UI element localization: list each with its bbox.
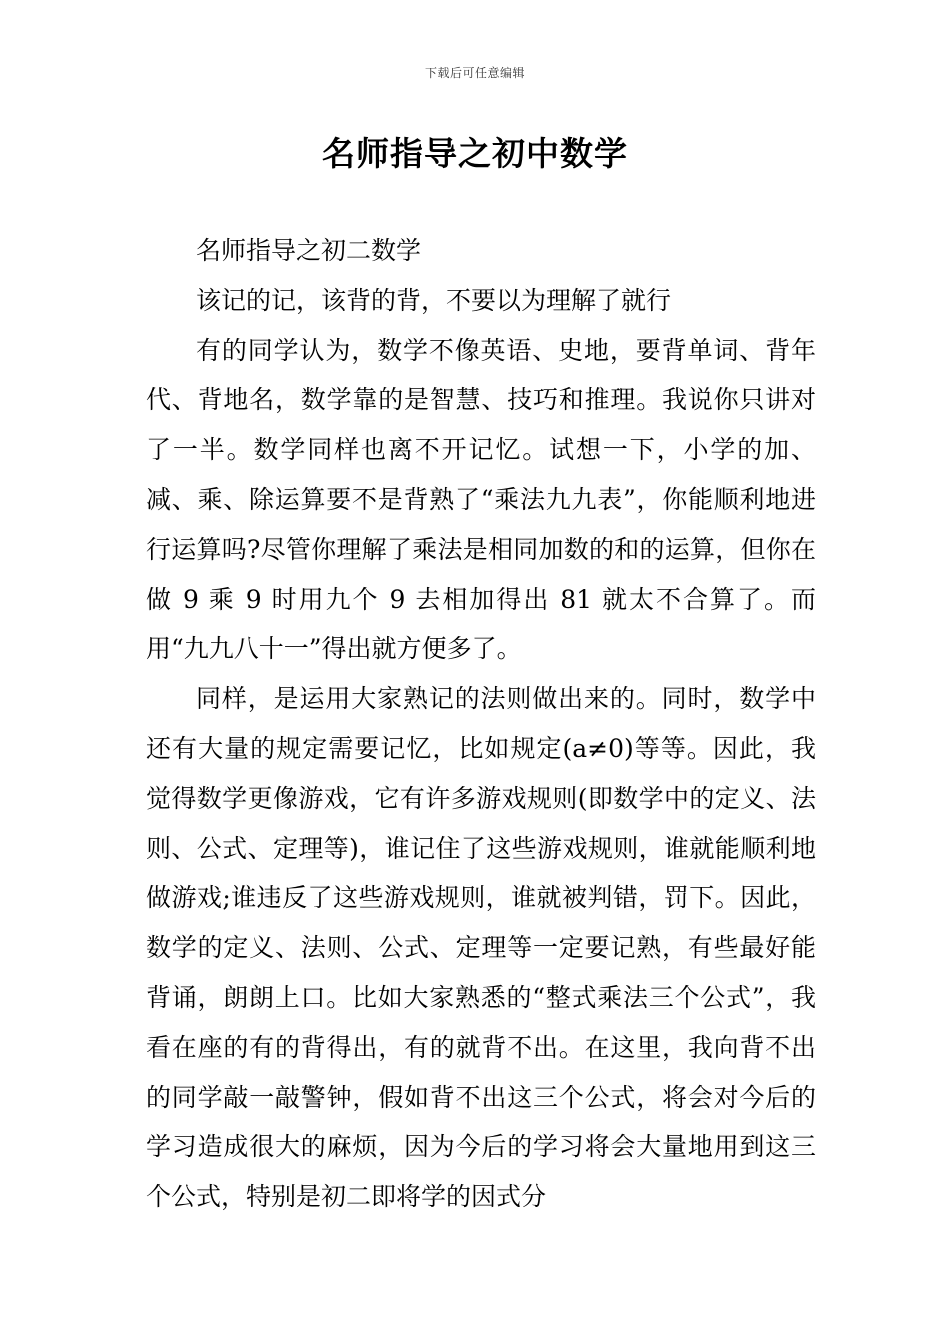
body-paragraph-1: 有的同学认为，数学不像英语、史地，要背单词、背年代、背地名，数学靠的是智慧、技巧和推理。我说你只讲对了一半。数学同样也离不开记忆。试想一下，小学的加、减、乘、除运算要不是背熟了“乘法九九表”，你能顺利地进行运算吗?尽管你理解了乘法是相同加数的和的运算，但你在做 9 乘 9 时用九个 9 去相加得出 81 就太不合算了。而用“九九八十一”得出就方便多了。	[146, 335, 816, 664]
document-title: 名师指导之初中数学	[322, 134, 628, 173]
document-body	[146, 226, 816, 1222]
heading-paragraph: 该记的记，该背的背，不要以为理解了就行	[196, 285, 672, 315]
header-note: 下载后可任意编辑	[424, 66, 525, 80]
subtitle-paragraph: 名师指导之初二数学	[196, 236, 422, 265]
body-paragraph-2: 同样，是运用大家熟记的法则做出来的。同时，数学中还有大量的规定需要记忆，比如规定(a≠0)等等。因此，我觉得数学更像游戏，它有许多游戏规则(即数学中的定义、法则、公式、定理等)，谁记住了这些游戏规则，谁就能顺利地做游戏;谁违反了这些游戏规则，谁就被判错，罚下。因此，数学的定义、法则、公式、定理等一定要记熟，有些最好能背诵，朗朗上口。比如大家熟悉的“整式乘法三个公式”，我看在座的有的背得出，有的就背不出。在这里，我向背不出的同学敲一敲警钟，假如背不出这三个公式，将会对今后的学习造成很大的麻烦，因为今后的学习将会大量地用到这三个公式，特别是初二即将学的因式分	[146, 684, 816, 1212]
